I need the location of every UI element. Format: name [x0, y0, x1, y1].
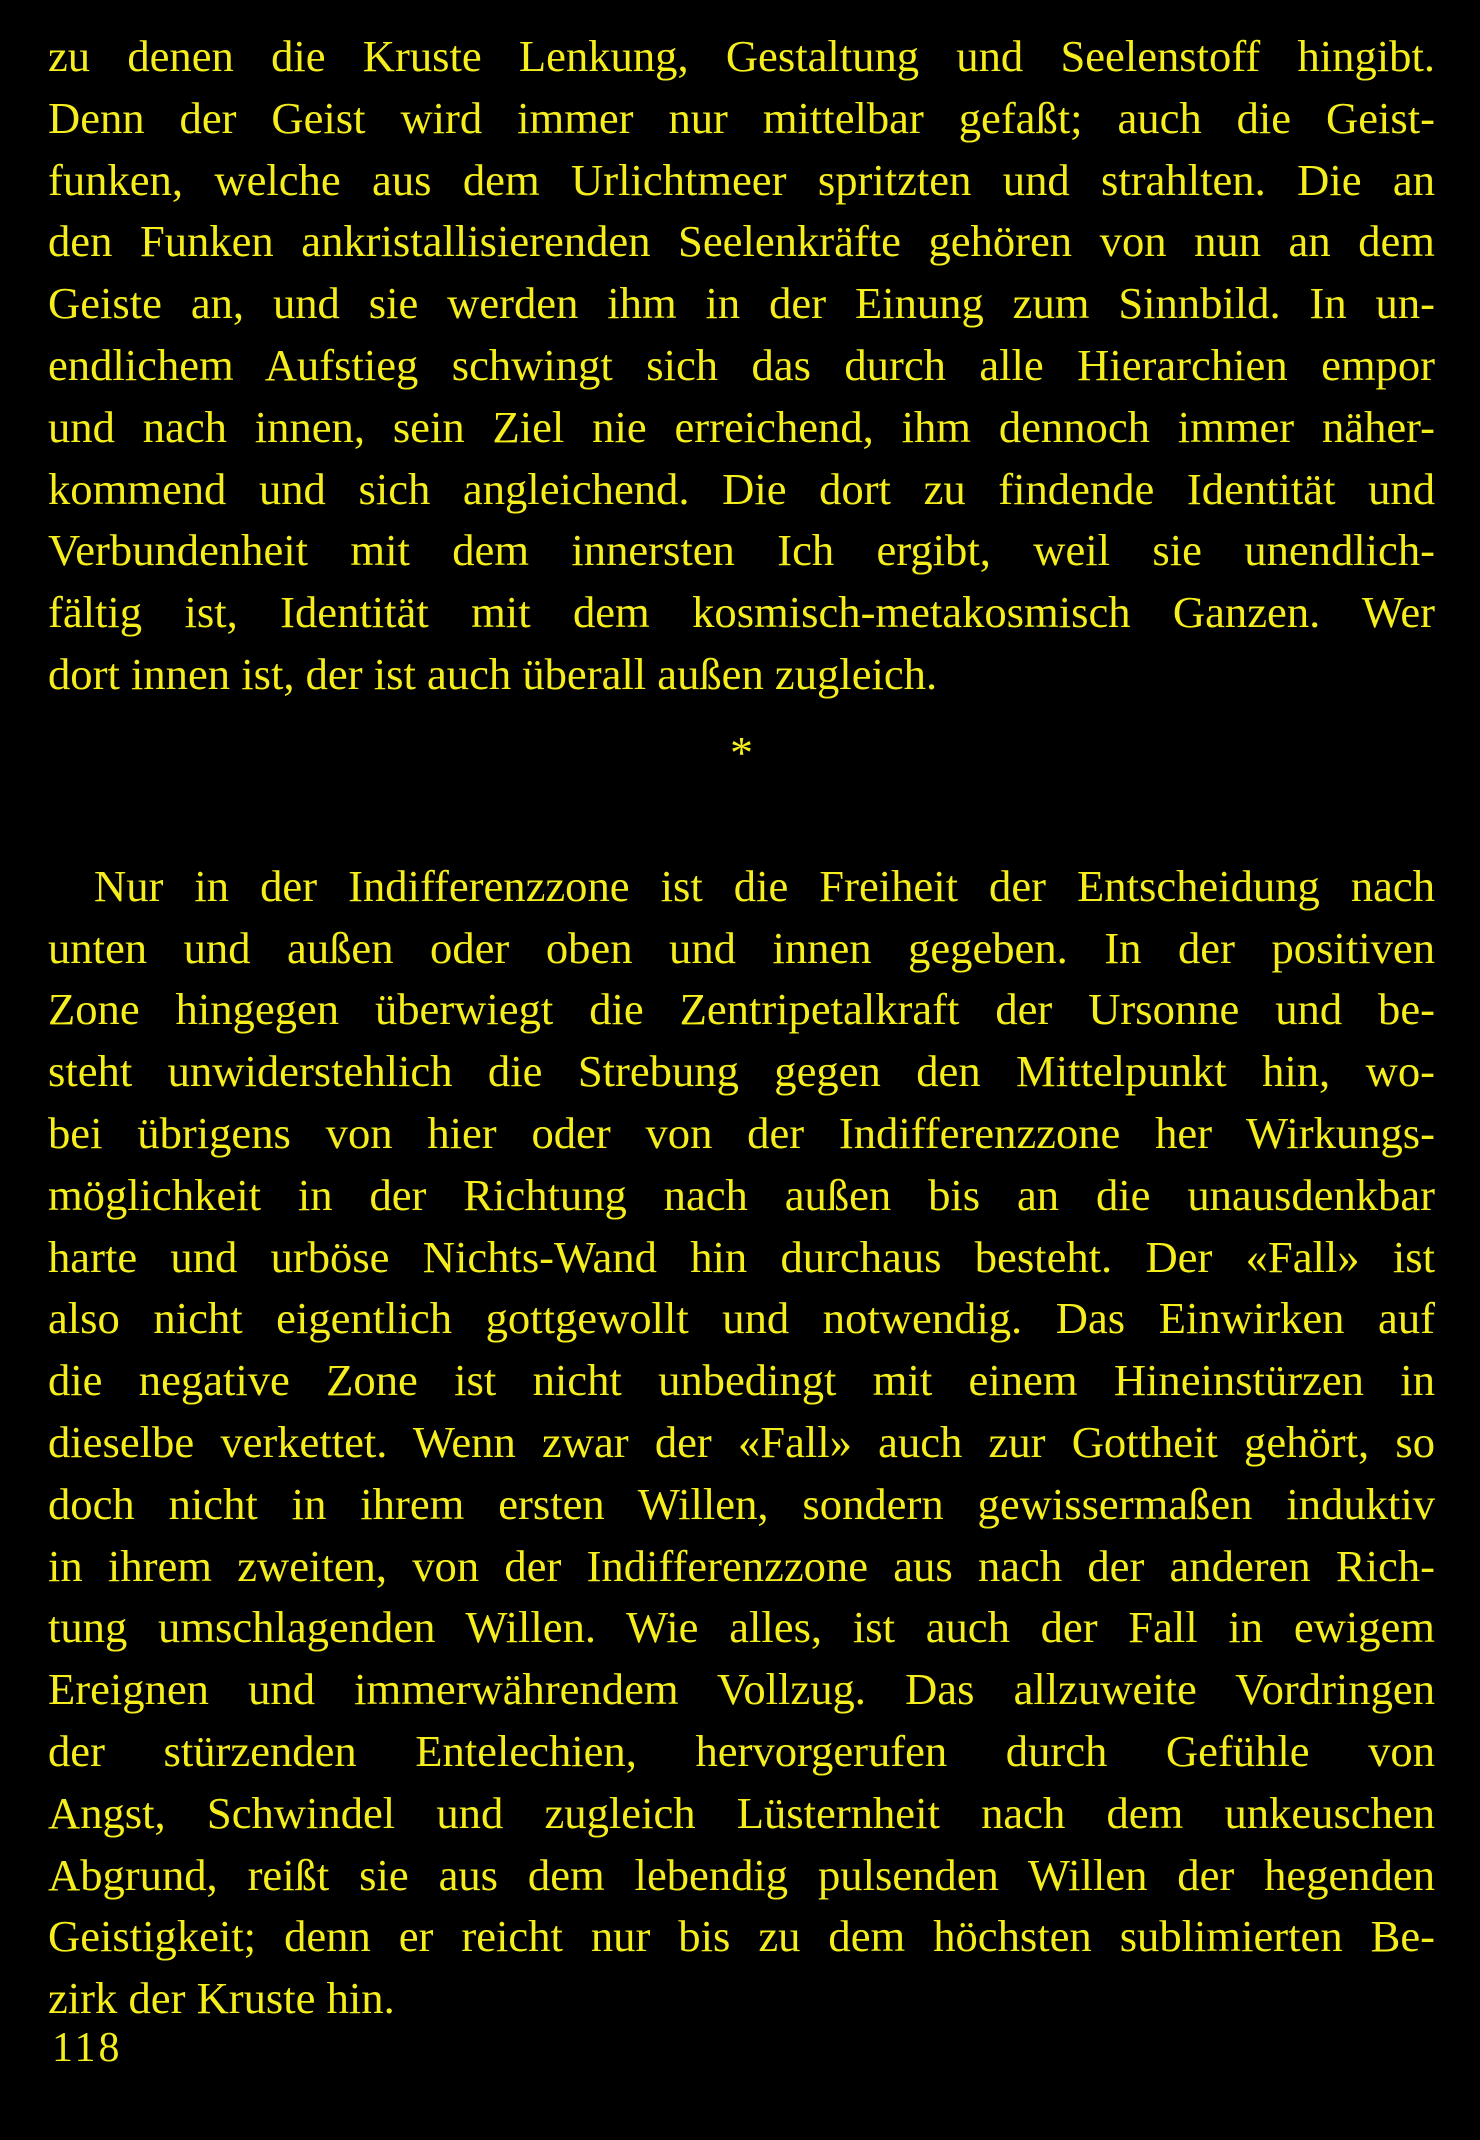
text-line: tung umschlagenden Willen. Wie alles, ist auch der Fall in ewigem: [48, 1602, 1435, 1653]
text-line: unten und außen oder oben und innen gegeben. In der positiven: [48, 922, 1435, 973]
text-line: doch nicht in ihrem ersten Willen, sondern gewissermaßen induktiv: [48, 1478, 1435, 1529]
text-line-last: zirk der Kruste hin.: [48, 1973, 395, 2024]
text-line: möglichkeit in der Richtung nach außen bis an die unausdenkbar: [48, 1169, 1435, 1220]
text-line: harte und urböse Nichts-Wand hin durchaus besteht. Der «Fall» ist: [48, 1231, 1435, 1282]
text-line: dieselbe verkettet. Wenn zwar der «Fall» auch zur Gottheit gehört, so: [48, 1416, 1435, 1467]
text-line: bei übrigens von hier oder von der Indifferenzzone her Wirkungs-: [48, 1107, 1435, 1158]
text-line-last: dort innen ist, der ist auch überall außen zugleich.: [48, 648, 938, 699]
text-line: Angst, Schwindel und zugleich Lüsternheit nach dem unkeuschen: [48, 1787, 1435, 1838]
section-separator: *: [730, 726, 753, 778]
page-number: 118: [52, 2025, 123, 2071]
text-line: Zone hingegen überwiegt die Zentripetalkraft der Ursonne und be-: [48, 984, 1435, 1035]
text-line: steht unwiderstehlich die Strebung gegen den Mittelpunkt hin, wo-: [48, 1046, 1435, 1097]
text-line: kommend und sich angleichend. Die dort zu findende Identität und: [48, 463, 1435, 514]
text-line: funken, welche aus dem Urlichtmeer spritzten und strahlten. Die an: [48, 154, 1435, 205]
text-line: Verbundenheit mit dem innersten Ich ergibt, weil sie unendlich-: [48, 525, 1435, 576]
text-line: die negative Zone ist nicht unbedingt mit einem Hineinstürzen in: [48, 1355, 1435, 1406]
text-line: Ereignen und immerwährendem Vollzug. Das allzuweite Vordringen: [48, 1664, 1435, 1715]
text-line: Geiste an, und sie werden ihm in der Einung zum Sinnbild. In un-: [48, 278, 1435, 329]
paragraph-2: [48, 856, 1435, 2030]
text-line: also nicht eigentlich gottgewollt und notwendig. Das Einwirken auf: [48, 1293, 1435, 1344]
text-line: zu denen die Kruste Lenkung, Gestaltung und Seelenstoff hingibt.: [48, 31, 1435, 81]
text-line: Abgrund, reißt sie aus dem lebendig pulsenden Willen der hegenden: [48, 1849, 1435, 1900]
text-line: fältig ist, Identität mit dem kosmisch-metakosmisch Ganzen. Wer: [48, 587, 1435, 638]
text-line: den Funken ankristallisierenden Seelenkräfte gehören von nun an dem: [48, 216, 1435, 267]
text-line: der stürzenden Entelechien, hervorgerufen durch Gefühle von: [48, 1725, 1435, 1776]
text-line: Denn der Geist wird immer nur mittelbar gefaßt; auch die Geist-: [48, 92, 1435, 143]
text-line: und nach innen, sein Ziel nie erreichend, ihm dennoch immer näher-: [48, 401, 1435, 452]
text-line: in ihrem zweiten, von der Indifferenzzone aus nach der anderen Rich-: [48, 1540, 1435, 1591]
paragraph-1: [48, 26, 1435, 706]
text-line: Geistigkeit; denn er reicht nur bis zu dem höchsten sublimierten Be-: [48, 1911, 1435, 1962]
text-line: endlichem Aufstieg schwingt sich das durch alle Hierarchien empor: [48, 339, 1435, 390]
book-page: [48, 26, 1435, 2030]
text-line-first: Nur in der Indifferenzzone ist die Freiheit der Entscheidung nach: [94, 860, 1435, 911]
